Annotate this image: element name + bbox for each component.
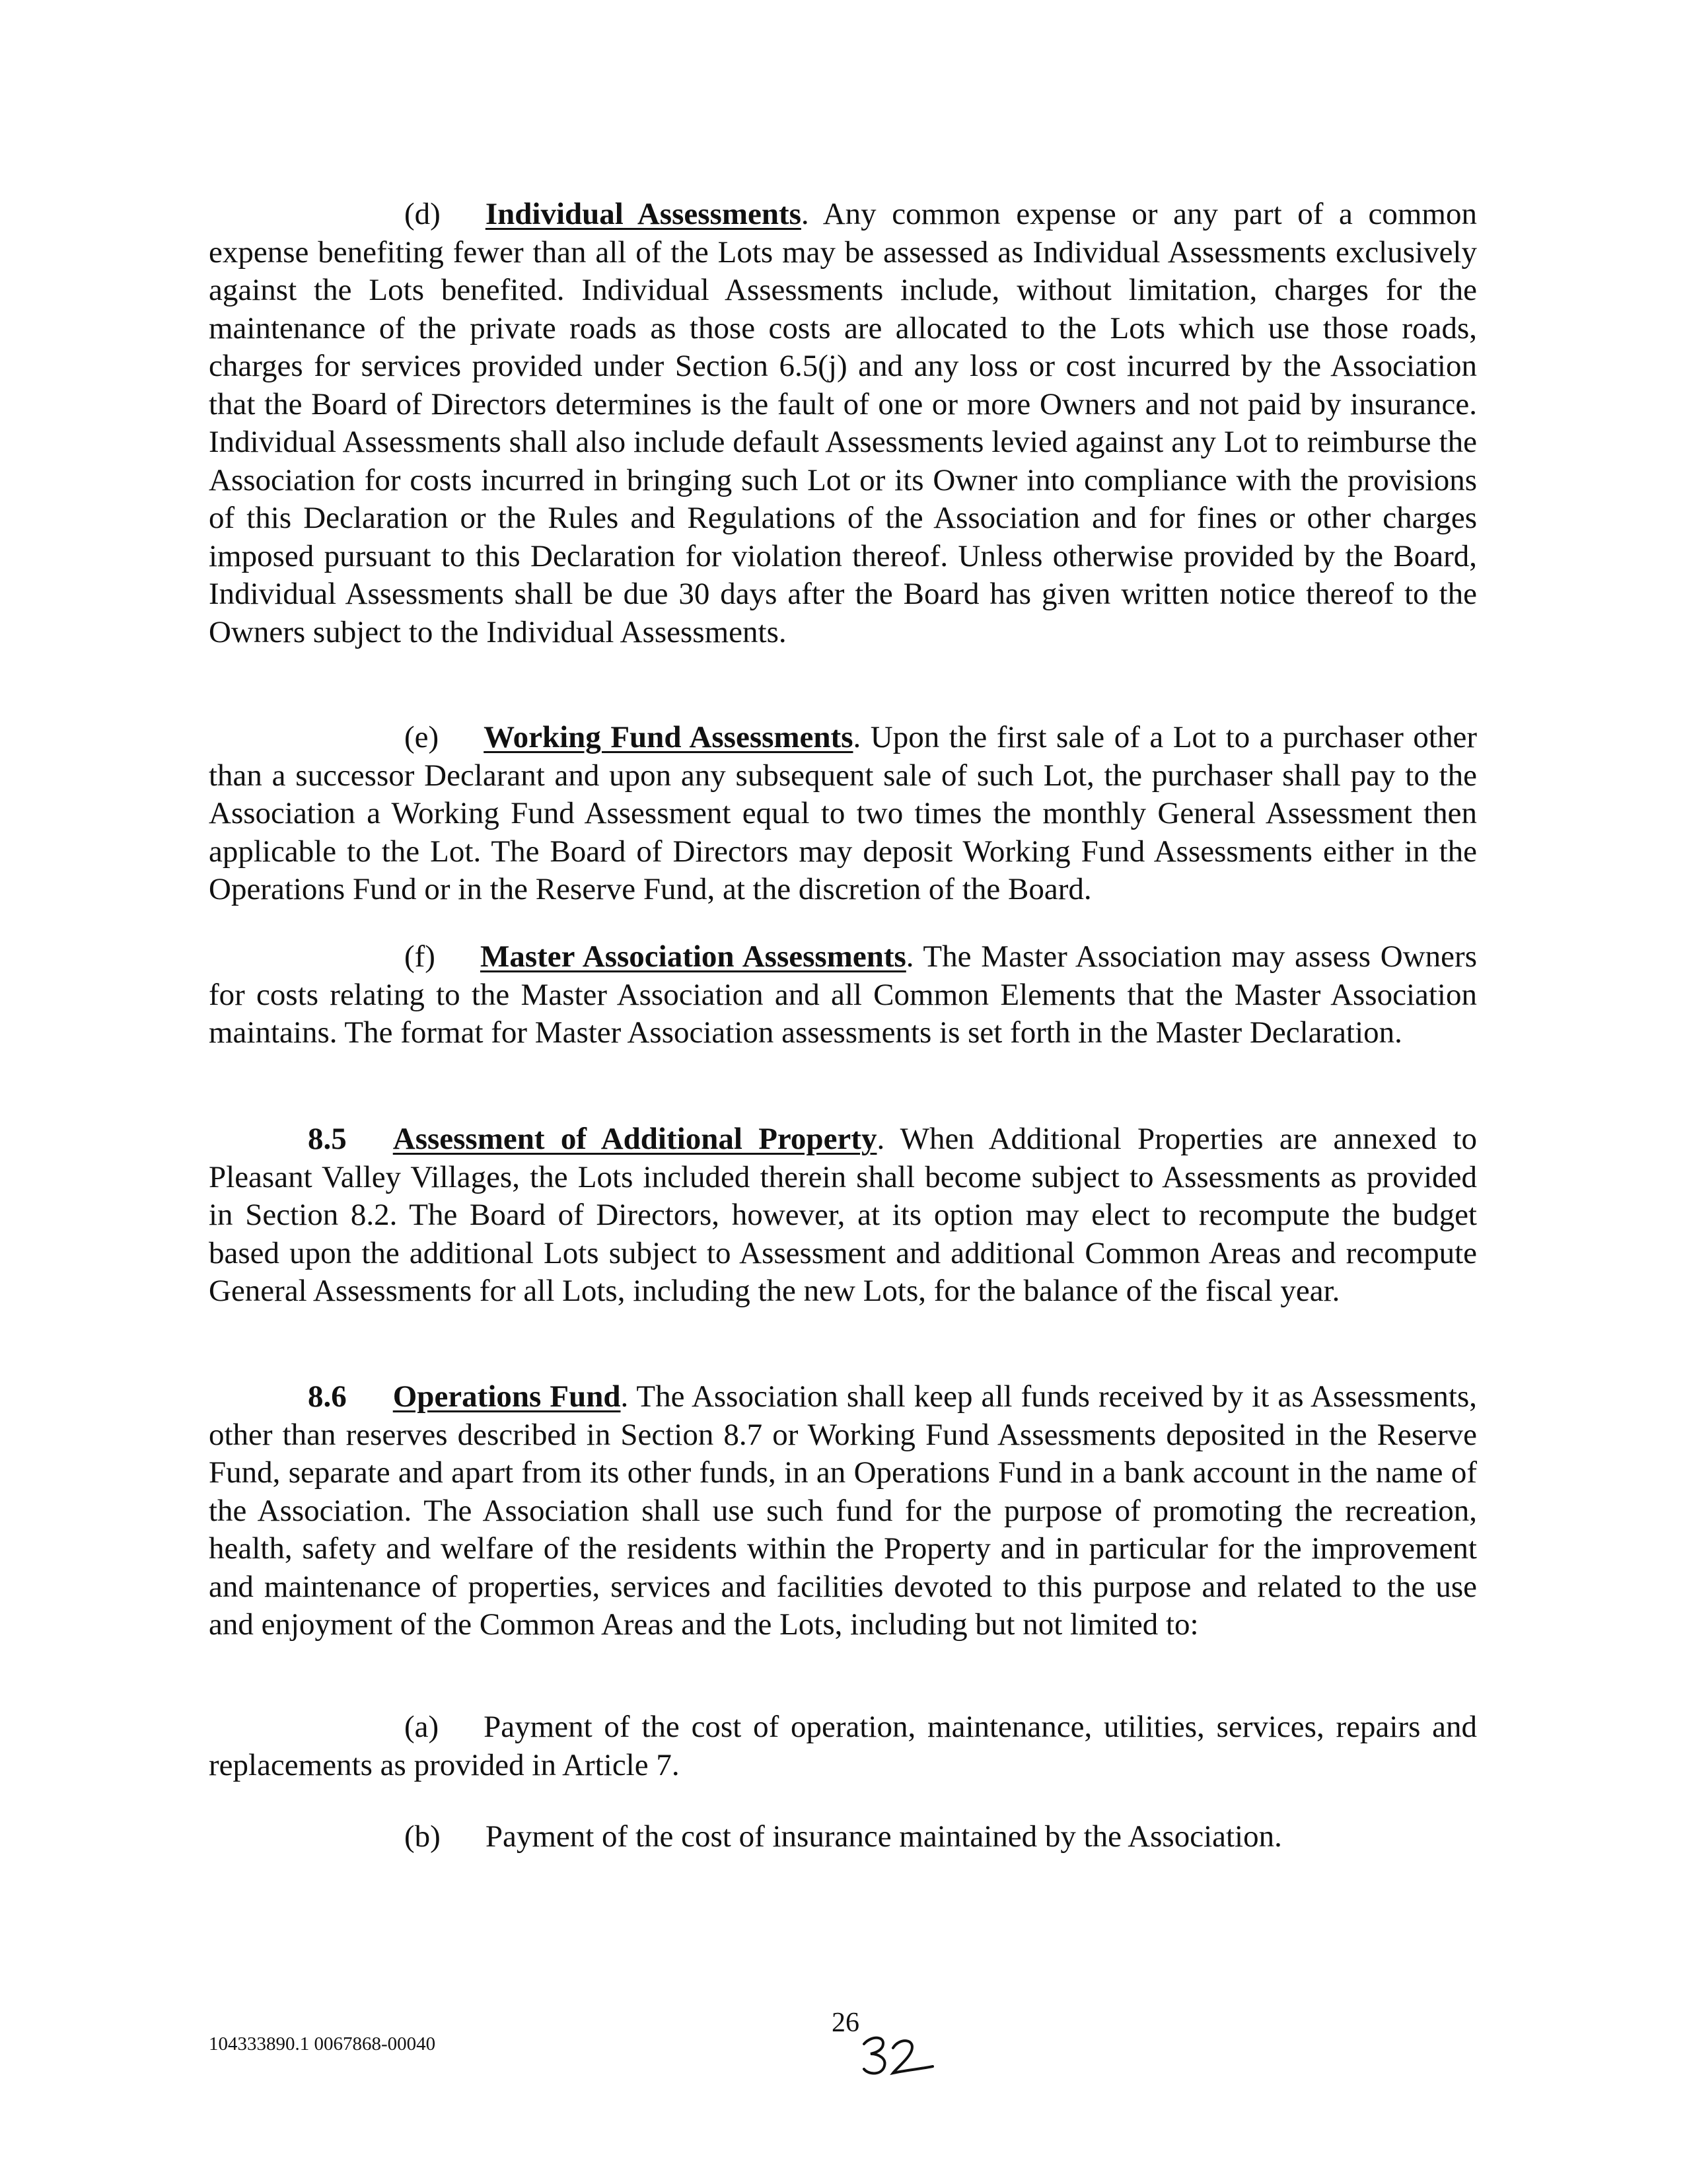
section-d-label: (d) <box>404 197 441 231</box>
item-b-paragraph <box>209 1818 1477 1856</box>
section-f-body: . The Master Association may assess Owners for costs relating to the Master Association and all Common Elements that the Master Association maintains. The format for Master Association assessments is set forth in the Master Declaration. <box>209 939 1477 1050</box>
section-8-5-number: 8.5 <box>308 1122 347 1156</box>
section-8-6-body: . The Association shall keep all funds received by it as Assessments, other than reserves described in Section 8.7 or Working Fund Assessments deposited in the Reserve Fund, separate and apart from its other funds, in an Operations Fund in a bank account in the name of the Association. The Association shall use such fund for the purpose of promoting the recreation, health, safety and welfare of the residents within the Property and in particular for the improvement and maintenance of properties, services and facilities devoted to this purpose and related to the use and enjoyment of the Common Areas and the Lots, including but not limited to: <box>209 1379 1478 1642</box>
section-e-heading: Working Fund Assessments <box>484 720 853 754</box>
section-d-body: . Any common expense or any part of a common expense benefiting fewer than all of the Lots may be assessed as Individual Assessments exclusively against the Lots benefited. Individual Assessments include, without limitation, charges for the maintenance of the private roads as those costs are allocated to the Lots which use those roads, charges for services provided under Section 6.5(j) and any loss or cost incurred by the Association that the Board of Directors determines is the fault of one or more Owners and not paid by insurance. Individual Assessments shall also include default Assessments levied against any Lot to reimburse the Association for costs incurred in bringing such Lot or its Owner into compliance with the provisions of this Declaration or the Rules and Regulations of the Association and for fines or other charges imposed pursuant to this Declaration for violation thereof. Unless otherwise provided by the Board, Individual Assessments shall be due 30 days after the Board has given written notice thereof to the Owners subject to the Individual Assessments. <box>209 197 1477 649</box>
section-d-heading: Individual Assessments <box>485 197 801 231</box>
section-d-paragraph <box>209 196 1477 651</box>
section-8-5-heading: Assessment of Additional Property <box>392 1122 877 1156</box>
section-8-6-number: 8.6 <box>308 1379 347 1414</box>
section-f-label: (f) <box>404 939 435 974</box>
section-e-label: (e) <box>404 720 439 754</box>
handwritten-page-number <box>859 2029 938 2082</box>
item-a-body: Payment of the cost of operation, maintenance, utilities, services, repairs and replacements as provided in Article 7. <box>209 1710 1477 1782</box>
section-8-5-paragraph <box>209 1120 1477 1311</box>
item-a-paragraph <box>209 1708 1477 1784</box>
section-e-body: . Upon the first sale of a Lot to a purchaser other than a successor Declarant and upon any subsequent sale of such Lot, the purchaser shall pay to the Association a Working Fund Assessment equal to two times the monthly General Assessment then applicable to the Lot. The Board of Directors may deposit Working Fund Assessments either in the Operations Fund or in the Reserve Fund, at the discretion of the Board. <box>209 720 1477 906</box>
section-f-heading: Master Association Assessments <box>480 939 906 974</box>
document-id: 104333890.1 0067868-00040 <box>209 2033 436 2055</box>
section-f-paragraph <box>209 938 1477 1052</box>
item-a-label: (a) <box>404 1710 439 1744</box>
section-8-5-body: . When Additional Properties are annexed to Pleasant Valley Villages, the Lots included therein shall become subject to Assessments as provided in Section 8.2. The Board of Directors, however, at its option may elect to recompute the budget based upon the additional Lots subject to Assessment and additional Common Areas and recompute General Assessments for all Lots, including the new Lots, for the balance of the fiscal year. <box>209 1122 1477 1308</box>
item-b-label: (b) <box>404 1819 441 1854</box>
section-8-6-paragraph <box>209 1378 1477 1644</box>
page-number: 26 <box>832 2008 859 2038</box>
section-8-6-heading: Operations Fund <box>392 1379 621 1414</box>
section-e-paragraph <box>209 719 1477 909</box>
item-b-body: Payment of the cost of insurance maintained by the Association. <box>485 1819 1282 1854</box>
